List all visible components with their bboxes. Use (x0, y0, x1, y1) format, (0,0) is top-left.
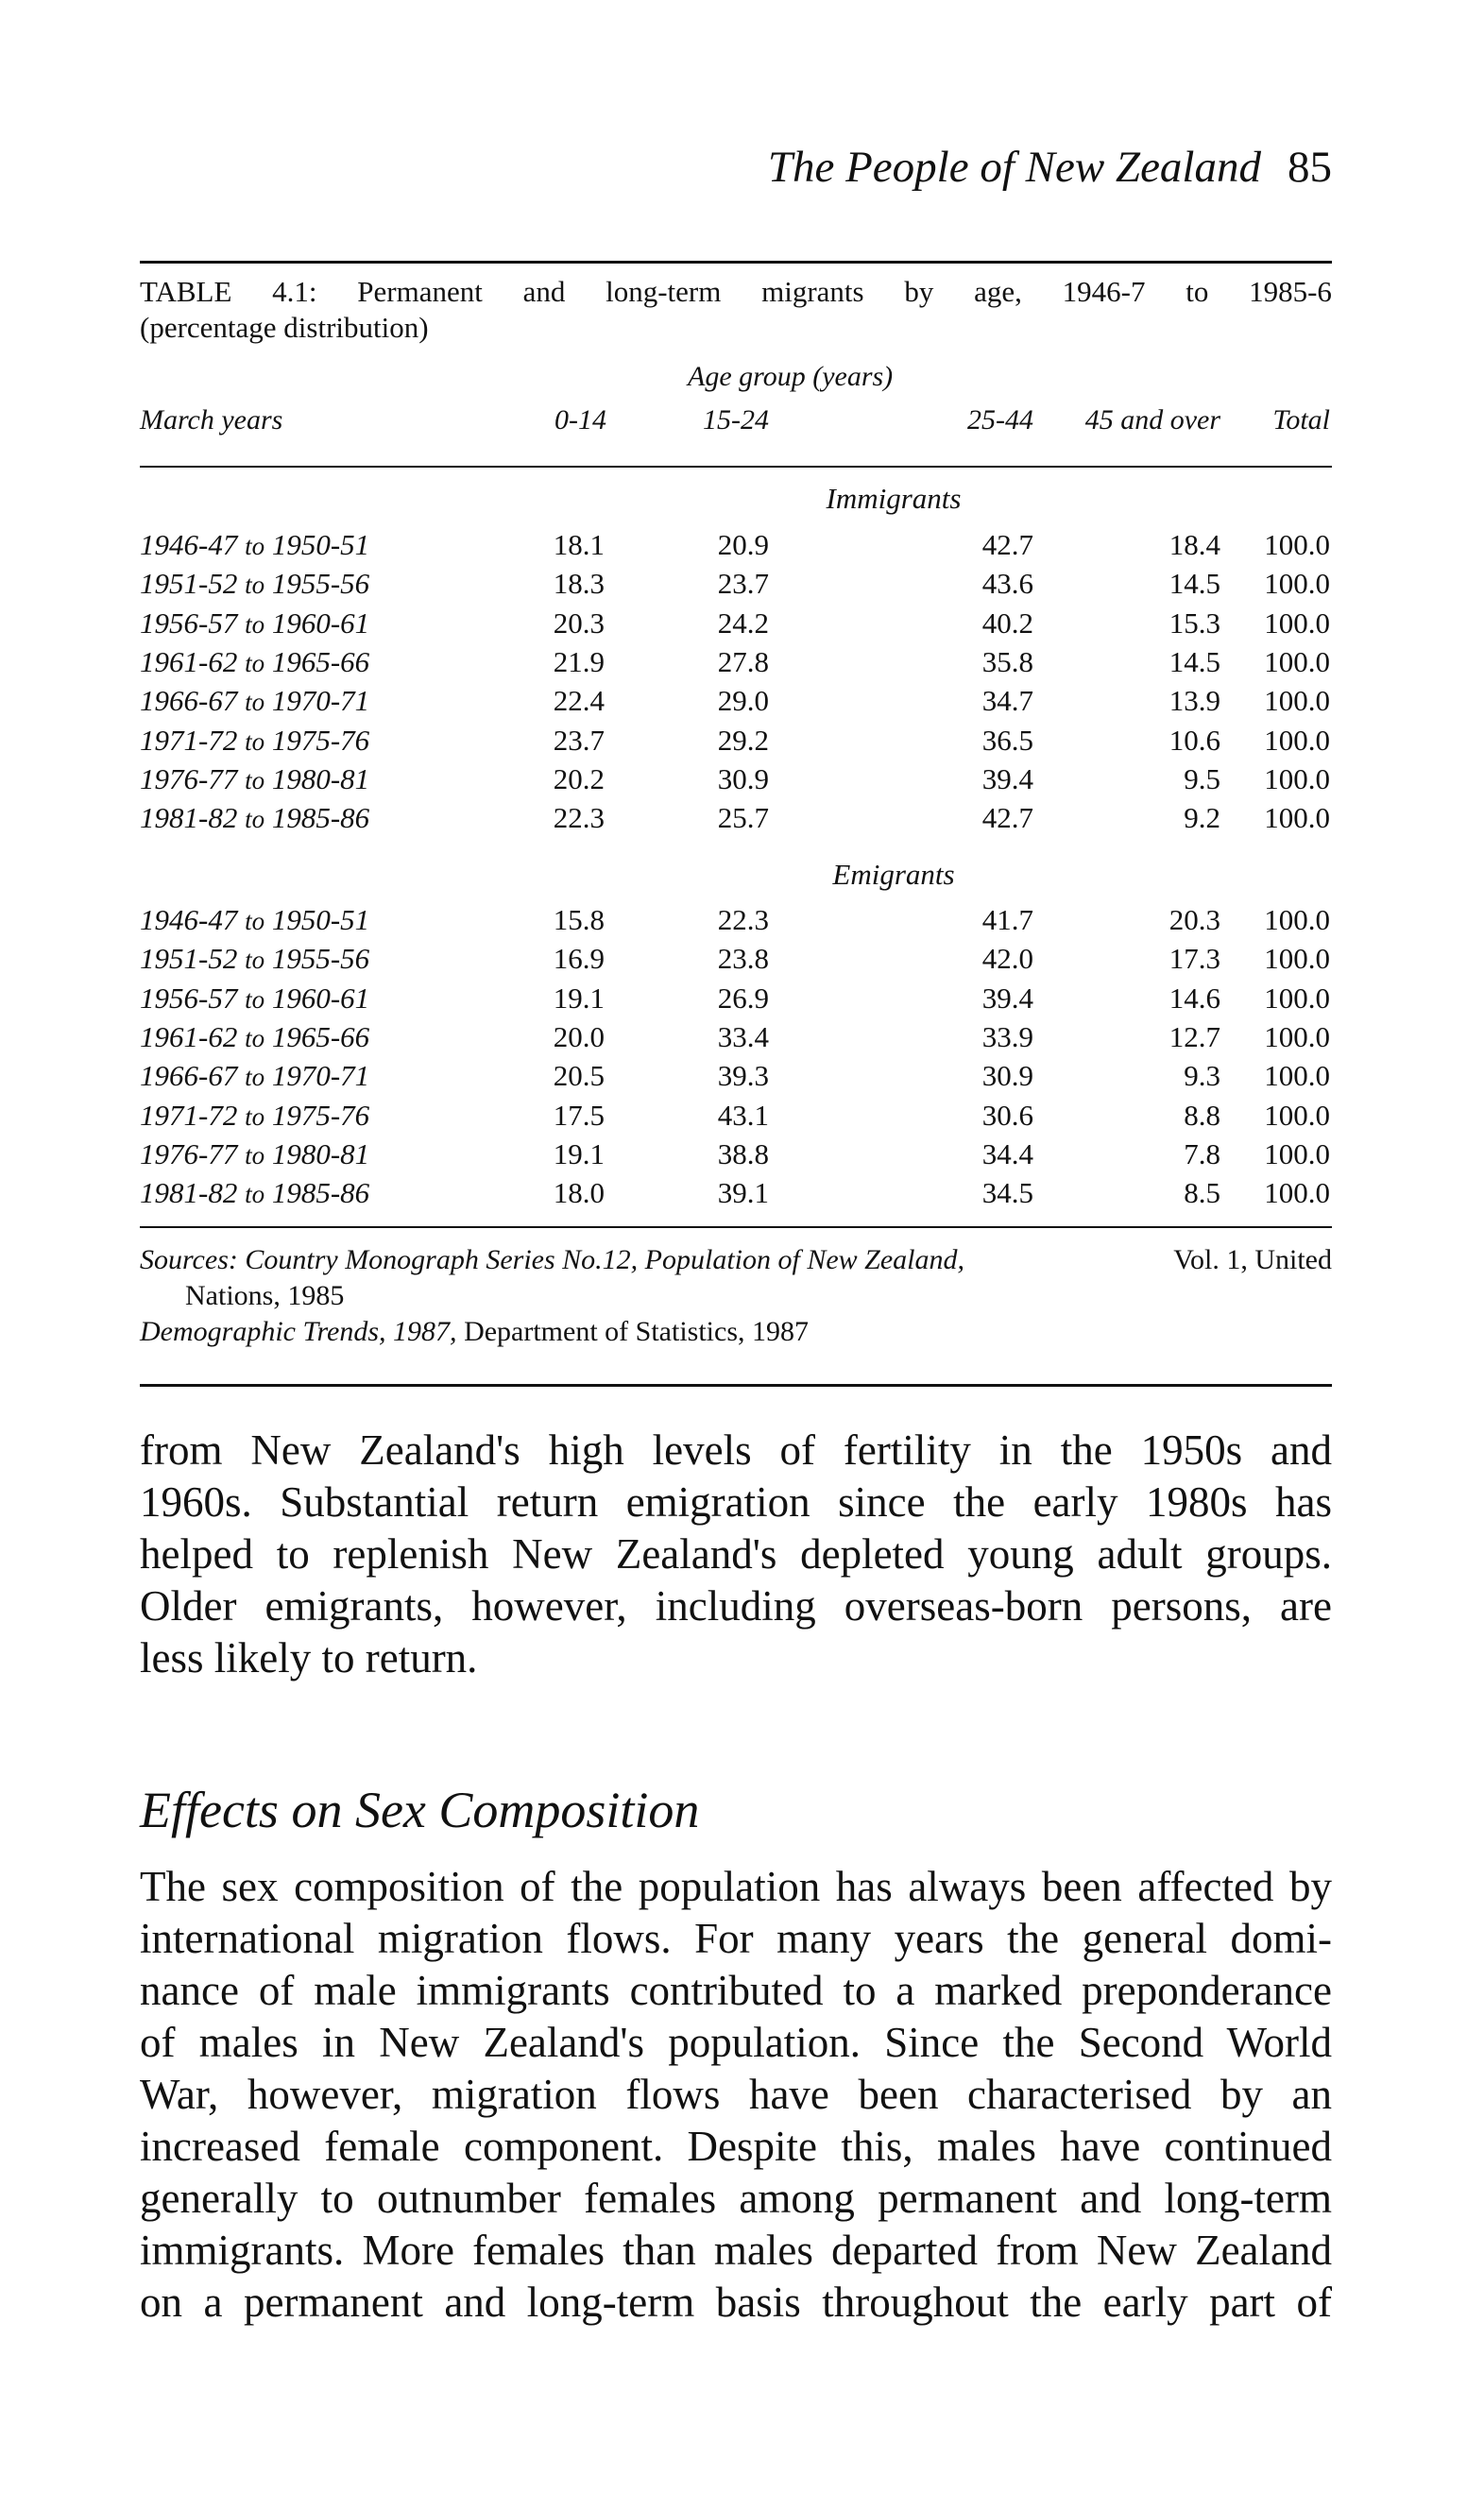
column-header-25-44: 25-44 (967, 404, 1033, 435)
table-row (140, 1099, 1332, 1136)
caption-word: by (904, 275, 934, 308)
value-45-over: 12.7 (1168, 1019, 1220, 1053)
table-row (140, 903, 1332, 941)
period-cell (140, 567, 369, 601)
caption-word: 1946-7 (1062, 275, 1146, 308)
value-15-24: 30.9 (717, 761, 769, 795)
table-row (140, 1176, 1332, 1214)
section-label-emigrants: Emigrants (832, 858, 955, 891)
period-cell (140, 1137, 369, 1171)
value-15-24: 29.2 (717, 723, 769, 757)
period-connector: to (245, 726, 265, 756)
value-25-44: 42.7 (981, 528, 1033, 561)
value-25-44: 35.8 (981, 644, 1033, 678)
period-connector: to (245, 609, 265, 639)
value-45-over: 9.3 (1184, 1059, 1220, 1093)
paragraph-2 (140, 1861, 1332, 2329)
value-0-14: 15.8 (553, 903, 605, 936)
running-head (768, 142, 1332, 193)
period-cell (140, 528, 369, 562)
value-25-44: 34.5 (981, 1176, 1033, 1210)
paragraph-1 (140, 1425, 1332, 1684)
value-total: 100.0 (1264, 1019, 1330, 1053)
period-to: 1965-66 (271, 644, 370, 678)
paragraph-line: from New Zealand's high levels of fertility in the 1950s and (140, 1426, 1332, 1474)
value-25-44: 42.0 (981, 942, 1033, 976)
value-25-44: 40.2 (981, 606, 1033, 640)
table-row (140, 606, 1332, 644)
section-heading: Effects on Sex Composition (140, 1782, 700, 1838)
value-45-over: 8.5 (1184, 1176, 1220, 1210)
source-line-1 (140, 1242, 1332, 1278)
value-total: 100.0 (1264, 606, 1330, 640)
paragraph-line: generally to outnumber females among permanent and long-term (140, 2175, 1332, 2222)
value-15-24: 26.9 (717, 981, 769, 1015)
value-45-over: 10.6 (1168, 723, 1220, 757)
period-to: 1955-56 (271, 567, 370, 601)
period-cell (140, 982, 369, 1016)
caption-word: 1985-6 (1249, 275, 1332, 308)
period-cell (140, 801, 369, 835)
period-from: 1976-77 (140, 1136, 238, 1170)
table-row (140, 982, 1332, 1019)
value-45-over: 20.3 (1168, 903, 1220, 936)
period-from: 1951-52 (140, 942, 238, 976)
period-connector: to (245, 1023, 265, 1052)
period-to: 1960-61 (271, 606, 370, 640)
period-to: 1955-56 (271, 942, 370, 976)
value-total: 100.0 (1264, 723, 1330, 757)
period-connector: to (245, 1101, 265, 1131)
value-15-24: 23.8 (717, 942, 769, 976)
source2-rest: Department of Statistics, 1987 (464, 1316, 809, 1347)
value-15-24: 25.7 (717, 801, 769, 835)
value-15-24: 38.8 (717, 1136, 769, 1170)
value-25-44: 39.4 (981, 981, 1033, 1015)
period-connector: to (245, 805, 265, 834)
value-total: 100.0 (1264, 903, 1330, 936)
value-0-14: 22.4 (553, 684, 605, 718)
period-from: 1946-47 (140, 528, 238, 561)
value-total: 100.0 (1264, 1059, 1330, 1093)
period-connector: to (245, 1180, 265, 1209)
page-number: 85 (1288, 143, 1332, 192)
period-to: 1980-81 (271, 761, 370, 795)
period-cell (140, 1020, 369, 1054)
value-25-44: 34.7 (981, 684, 1033, 718)
value-25-44: 36.5 (981, 723, 1033, 757)
period-from: 1971-72 (140, 723, 238, 757)
period-connector: to (245, 1063, 265, 1092)
period-cell (140, 1099, 369, 1133)
caption-line-2: (percentage distribution) (140, 311, 429, 344)
period-cell (140, 1176, 369, 1210)
period-from: 1956-57 (140, 981, 238, 1015)
value-total: 100.0 (1264, 528, 1330, 561)
value-45-over: 14.5 (1168, 567, 1220, 601)
table-bottom-rule (140, 1226, 1332, 1228)
paragraph-line: War, however, migration flows have been characterised by an (140, 2071, 1332, 2118)
value-0-14: 23.7 (553, 723, 605, 757)
sources-bottom-rule (140, 1384, 1332, 1387)
period-cell (140, 903, 369, 937)
caption-word: age, (974, 275, 1022, 308)
caption-word: to (1185, 275, 1209, 308)
period-cell (140, 724, 369, 758)
caption-word: migrants (761, 275, 864, 308)
value-0-14: 18.3 (553, 567, 605, 601)
period-from: 1966-67 (140, 684, 238, 718)
value-0-14: 18.1 (553, 528, 605, 561)
caption-word: Permanent (357, 275, 483, 308)
value-25-44: 33.9 (981, 1019, 1033, 1053)
paragraph-line: of males in New Zealand's population. Since the Second World (140, 2019, 1332, 2066)
value-25-44: 34.4 (981, 1136, 1033, 1170)
table-sources (140, 1242, 1332, 1350)
value-25-44: 30.6 (981, 1098, 1033, 1132)
value-total: 100.0 (1264, 801, 1330, 835)
period-connector: to (245, 571, 265, 600)
value-total: 100.0 (1264, 684, 1330, 718)
column-header-total: Total (1272, 404, 1330, 435)
value-0-14: 18.0 (553, 1176, 605, 1210)
value-0-14: 20.3 (553, 606, 605, 640)
value-total: 100.0 (1264, 942, 1330, 976)
source1-continuation: Nations, 1985 (185, 1280, 345, 1311)
table-row (140, 801, 1332, 839)
period-column-header: March years (140, 404, 283, 435)
paragraph-line: less likely to return. (140, 1634, 478, 1682)
table-row (140, 1059, 1332, 1097)
value-45-over: 14.6 (1168, 981, 1220, 1015)
paragraph-line: increased female component. Despite this, males have continued (140, 2123, 1332, 2170)
table-row (140, 684, 1332, 722)
table-row (140, 1137, 1332, 1175)
value-total: 100.0 (1264, 1136, 1330, 1170)
value-0-14: 21.9 (553, 644, 605, 678)
period-from: 1956-57 (140, 606, 238, 640)
value-15-24: 43.1 (717, 1098, 769, 1132)
section-label-immigrants: Immigrants (826, 482, 962, 515)
period-connector: to (245, 648, 265, 677)
value-15-24: 39.1 (717, 1176, 769, 1210)
value-45-over: 9.5 (1184, 761, 1220, 795)
period-to: 1985-86 (271, 801, 370, 835)
table-caption (140, 274, 1332, 346)
period-from: 1966-67 (140, 1059, 238, 1093)
source2-title: Demographic Trends, 1987, (140, 1316, 457, 1347)
value-15-24: 20.9 (717, 528, 769, 561)
table-row (140, 645, 1332, 683)
caption-word: long-term (606, 275, 722, 308)
value-0-14: 19.1 (553, 1136, 605, 1170)
period-cell (140, 762, 369, 796)
value-0-14: 20.2 (553, 761, 605, 795)
value-0-14: 19.1 (553, 981, 605, 1015)
value-45-over: 13.9 (1168, 684, 1220, 718)
paragraph-line: 1960s. Substantial return emigration since the early 1980s has (140, 1478, 1332, 1526)
period-connector: to (245, 1140, 265, 1170)
value-total: 100.0 (1264, 981, 1330, 1015)
period-from: 1961-62 (140, 1019, 238, 1053)
period-connector: to (245, 907, 265, 935)
period-to: 1950-51 (271, 903, 370, 936)
value-0-14: 16.9 (553, 942, 605, 976)
period-cell (140, 942, 369, 976)
paragraph-line: international migration flows. For many years the general domi- (140, 1915, 1332, 1962)
period-connector: to (245, 688, 265, 717)
period-to: 1960-61 (271, 981, 370, 1015)
period-to: 1985-86 (271, 1176, 370, 1210)
period-from: 1981-82 (140, 801, 238, 835)
value-total: 100.0 (1264, 761, 1330, 795)
period-to: 1970-71 (271, 684, 370, 718)
period-from: 1961-62 (140, 644, 238, 678)
period-to: 1970-71 (271, 1059, 370, 1093)
period-from: 1976-77 (140, 761, 238, 795)
value-45-over: 8.8 (1184, 1098, 1220, 1132)
table-row (140, 1020, 1332, 1058)
source1-rest: Vol. 1, United (1173, 1244, 1332, 1275)
paragraph-line: immigrants. More females than males departed from New Zealand (140, 2227, 1332, 2274)
value-15-24: 24.2 (717, 606, 769, 640)
value-15-24: 22.3 (717, 903, 769, 936)
value-15-24: 33.4 (717, 1019, 769, 1053)
period-to: 1965-66 (271, 1019, 370, 1053)
period-to: 1980-81 (271, 1136, 370, 1170)
value-45-over: 7.8 (1184, 1136, 1220, 1170)
column-header-45-over: 45 and over (1084, 404, 1220, 435)
paragraph-line: Older emigrants, however, including overseas-born persons, are (140, 1582, 1332, 1630)
sources-label: Sources: (140, 1244, 238, 1275)
period-cell (140, 684, 369, 718)
period-cell (140, 606, 369, 640)
age-group-header: Age group (years) (688, 361, 894, 392)
paragraph-line: on a permanent and long-term basis throughout the early part of (140, 2279, 1332, 2326)
table-row (140, 567, 1332, 605)
value-0-14: 20.0 (553, 1019, 605, 1053)
value-15-24: 39.3 (717, 1059, 769, 1093)
value-25-44: 41.7 (981, 903, 1033, 936)
paragraph-line: The sex composition of the population has always been affected by (140, 1863, 1332, 1910)
caption-word: and (522, 275, 566, 308)
value-total: 100.0 (1264, 1176, 1330, 1210)
source-line-2 (140, 1314, 1332, 1350)
period-connector: to (245, 946, 265, 975)
value-total: 100.0 (1264, 1098, 1330, 1132)
caption-word: 4.1: (272, 275, 317, 308)
value-25-44: 30.9 (981, 1059, 1033, 1093)
source1-title: Country Monograph Series No.12, Population of New Zealand, (245, 1244, 965, 1275)
period-to: 1975-76 (271, 1098, 370, 1132)
column-header-15-24: 15-24 (703, 404, 769, 435)
value-total: 100.0 (1264, 567, 1330, 601)
value-0-14: 20.5 (553, 1059, 605, 1093)
paragraph-line: nance of male immigrants contributed to a marked preponderance (140, 1967, 1332, 2014)
column-header-0-14: 0-14 (554, 404, 606, 435)
value-45-over: 17.3 (1168, 942, 1220, 976)
period-cell (140, 645, 369, 679)
value-45-over: 9.2 (1184, 801, 1220, 835)
value-0-14: 17.5 (553, 1098, 605, 1132)
table-top-rule (140, 261, 1332, 264)
period-to: 1950-51 (271, 528, 370, 561)
value-total: 100.0 (1264, 644, 1330, 678)
period-from: 1951-52 (140, 567, 238, 601)
value-0-14: 22.3 (553, 801, 605, 835)
running-head-title: The People of New Zealand (767, 143, 1261, 192)
value-25-44: 39.4 (981, 761, 1033, 795)
value-45-over: 18.4 (1168, 528, 1220, 561)
paragraph-line: helped to replenish New Zealand's depleted young adult groups. (140, 1530, 1332, 1578)
value-15-24: 27.8 (717, 644, 769, 678)
table-row (140, 762, 1332, 800)
table-row (140, 724, 1332, 761)
table-row (140, 528, 1332, 566)
value-25-44: 42.7 (981, 801, 1033, 835)
table-row (140, 942, 1332, 980)
value-15-24: 29.0 (717, 684, 769, 718)
period-connector: to (245, 984, 265, 1014)
period-connector: to (245, 765, 265, 794)
period-to: 1975-76 (271, 723, 370, 757)
caption-line-1 (140, 274, 1332, 310)
period-connector: to (245, 532, 265, 560)
period-from: 1981-82 (140, 1176, 238, 1210)
period-cell (140, 1059, 369, 1093)
value-45-over: 15.3 (1168, 606, 1220, 640)
caption-word: TABLE (140, 275, 232, 308)
value-45-over: 14.5 (1168, 644, 1220, 678)
value-25-44: 43.6 (981, 567, 1033, 601)
header-rule (140, 466, 1332, 468)
period-from: 1971-72 (140, 1098, 238, 1132)
period-from: 1946-47 (140, 903, 238, 936)
value-15-24: 23.7 (717, 567, 769, 601)
